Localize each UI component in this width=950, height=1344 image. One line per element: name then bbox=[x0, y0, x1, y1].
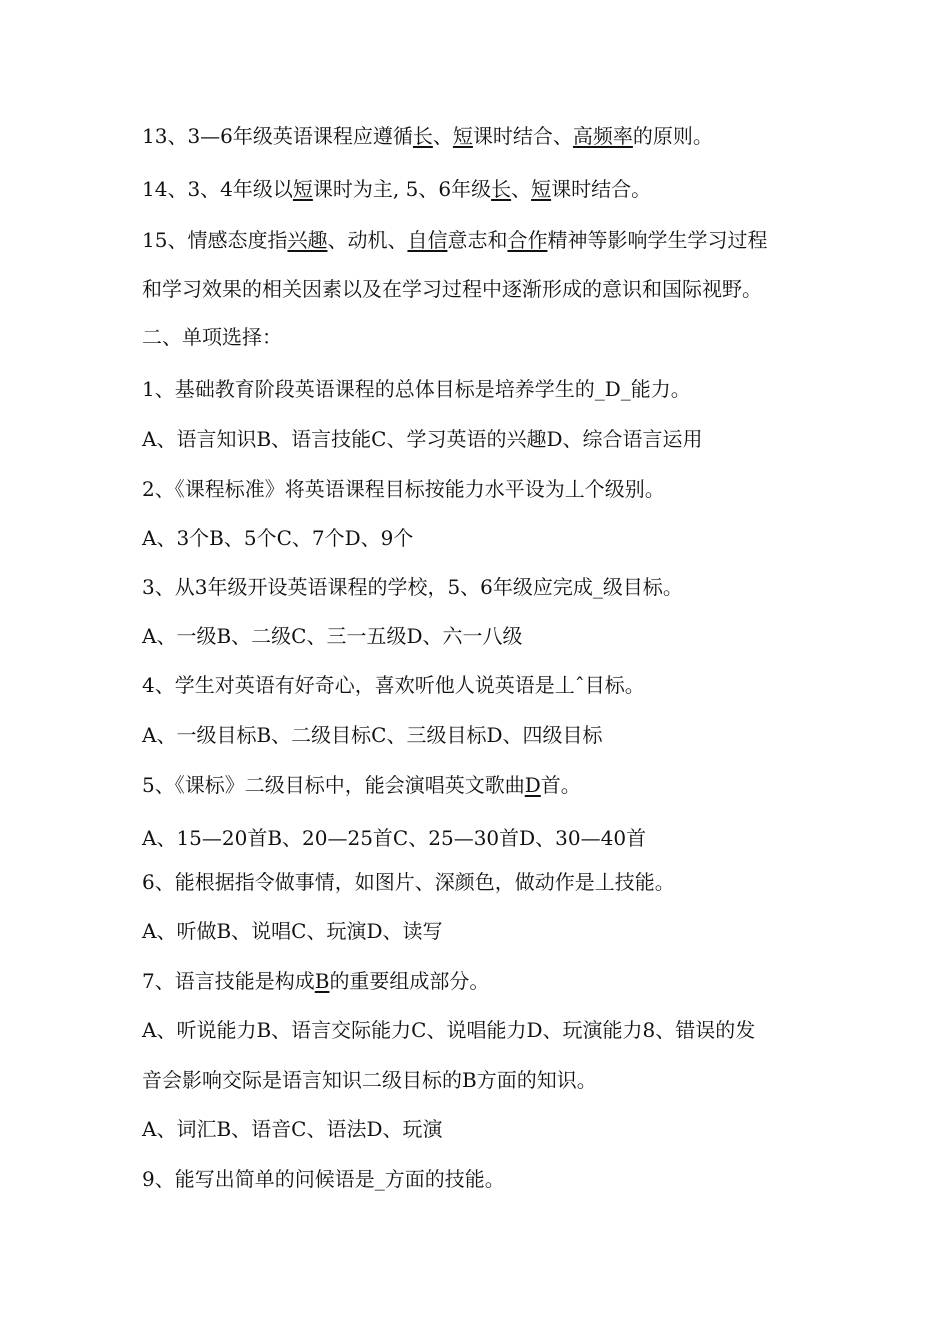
text-line-1 bbox=[142, 122, 842, 150]
underlined-answer: 长 bbox=[491, 177, 512, 201]
text-segment: A、语言知识B、语言技能C、学习英语的兴趣D、综合语言运用 bbox=[142, 427, 703, 451]
underlined-answer: 自信 bbox=[407, 228, 448, 252]
text-segment: A、15—20首B、20—25首C、25—30首D、30—40首 bbox=[142, 826, 647, 850]
text-segment: 课时结合、 bbox=[472, 124, 573, 148]
text-segment: 4、学生对英语有好奇心，喜欢听他人说英语是丄ˆ目标。 bbox=[142, 673, 645, 697]
options-5 bbox=[142, 824, 842, 852]
question-7 bbox=[142, 967, 842, 995]
text-line-4 bbox=[142, 275, 842, 303]
text-segment: A、一级目标B、二级目标C、三级目标D、四级目标 bbox=[142, 723, 603, 747]
text-segment: 的原则。 bbox=[632, 124, 713, 148]
text-segment: 的重要组成部分。 bbox=[329, 969, 490, 993]
text-segment: 意志和 bbox=[447, 228, 508, 252]
underlined-answer: 短 bbox=[531, 177, 552, 201]
options-8 bbox=[142, 1115, 842, 1143]
underlined-answer: D bbox=[524, 773, 541, 797]
text-line-3 bbox=[142, 226, 842, 254]
options-1 bbox=[142, 425, 842, 453]
question-5 bbox=[142, 771, 842, 799]
text-segment: 2、《课程标准》将英语课程目标按能力水平设为丄个级别。 bbox=[142, 477, 665, 501]
question-8-cont bbox=[142, 1066, 842, 1094]
text-segment: A、一级B、二级C、三一五级D、六一八级 bbox=[142, 624, 523, 648]
text-segment: A、3个B、5个C、7个D、9个 bbox=[142, 526, 414, 550]
text-segment: 二、单项选择： bbox=[142, 325, 282, 349]
text-segment: 7、语言技能是构成 bbox=[142, 969, 315, 993]
underlined-answer: 短 bbox=[292, 177, 313, 201]
text-segment: 13、3—6年级英语课程应遵循 bbox=[142, 124, 413, 148]
text-segment: 课时为主, 5、6年级 bbox=[312, 177, 492, 201]
question-3 bbox=[142, 573, 842, 601]
options-3 bbox=[142, 622, 842, 650]
underlined-answer: 短 bbox=[452, 124, 473, 148]
question-9 bbox=[142, 1165, 842, 1193]
options-4 bbox=[142, 721, 842, 749]
text-segment: 5、《课标》二级目标中，能会演唱英文歌曲 bbox=[142, 773, 525, 797]
text-segment: 、 bbox=[511, 177, 532, 201]
options-6 bbox=[142, 917, 842, 945]
text-line-2 bbox=[142, 175, 842, 203]
section-heading bbox=[142, 323, 842, 351]
options-7-question-8 bbox=[142, 1016, 842, 1044]
underlined-answer: B bbox=[314, 969, 330, 993]
text-segment: 6、能根据指令做事情，如图片、深颜色，做动作是丄技能。 bbox=[142, 870, 675, 894]
underlined-answer: 高频率 bbox=[572, 124, 633, 148]
text-segment: 和学习效果的相关因素以及在学习过程中逐渐形成的意识和国际视野。 bbox=[142, 277, 762, 301]
text-segment: A、词汇B、语音C、语法D、玩演 bbox=[142, 1117, 443, 1141]
text-segment: 精神等影响学生学习过程 bbox=[547, 228, 768, 252]
text-segment: 课时结合。 bbox=[551, 177, 652, 201]
underlined-answer: 兴趣 bbox=[287, 228, 328, 252]
question-4 bbox=[142, 671, 842, 699]
text-segment: 14、3、4年级以 bbox=[142, 177, 293, 201]
question-6 bbox=[142, 868, 842, 896]
question-2 bbox=[142, 475, 842, 503]
text-segment: 15、情感态度指 bbox=[142, 228, 288, 252]
text-segment: 音会影响交际是语言知识二级目标的B方面的知识。 bbox=[142, 1068, 597, 1092]
text-segment: 首。 bbox=[540, 773, 581, 797]
text-segment: A、听说能力B、语言交际能力C、说唱能力D、玩演能力8、错误的发 bbox=[142, 1018, 756, 1042]
text-segment: A、听做B、说唱C、玩演D、读写 bbox=[142, 919, 443, 943]
text-segment: 、动机、 bbox=[327, 228, 408, 252]
underlined-answer: 长 bbox=[412, 124, 433, 148]
underlined-answer: 合作 bbox=[507, 228, 548, 252]
options-2 bbox=[142, 524, 842, 552]
question-1 bbox=[142, 375, 842, 403]
text-segment: 、 bbox=[432, 124, 453, 148]
text-segment: 1、基础教育阶段英语课程的总体目标是培养学生的_D_能力。 bbox=[142, 377, 691, 401]
text-segment: 9、能写出简单的问候语是_方面的技能。 bbox=[142, 1167, 505, 1191]
text-segment: 3、从3年级开设英语课程的学校，5、6年级应完成_级目标。 bbox=[142, 575, 683, 599]
